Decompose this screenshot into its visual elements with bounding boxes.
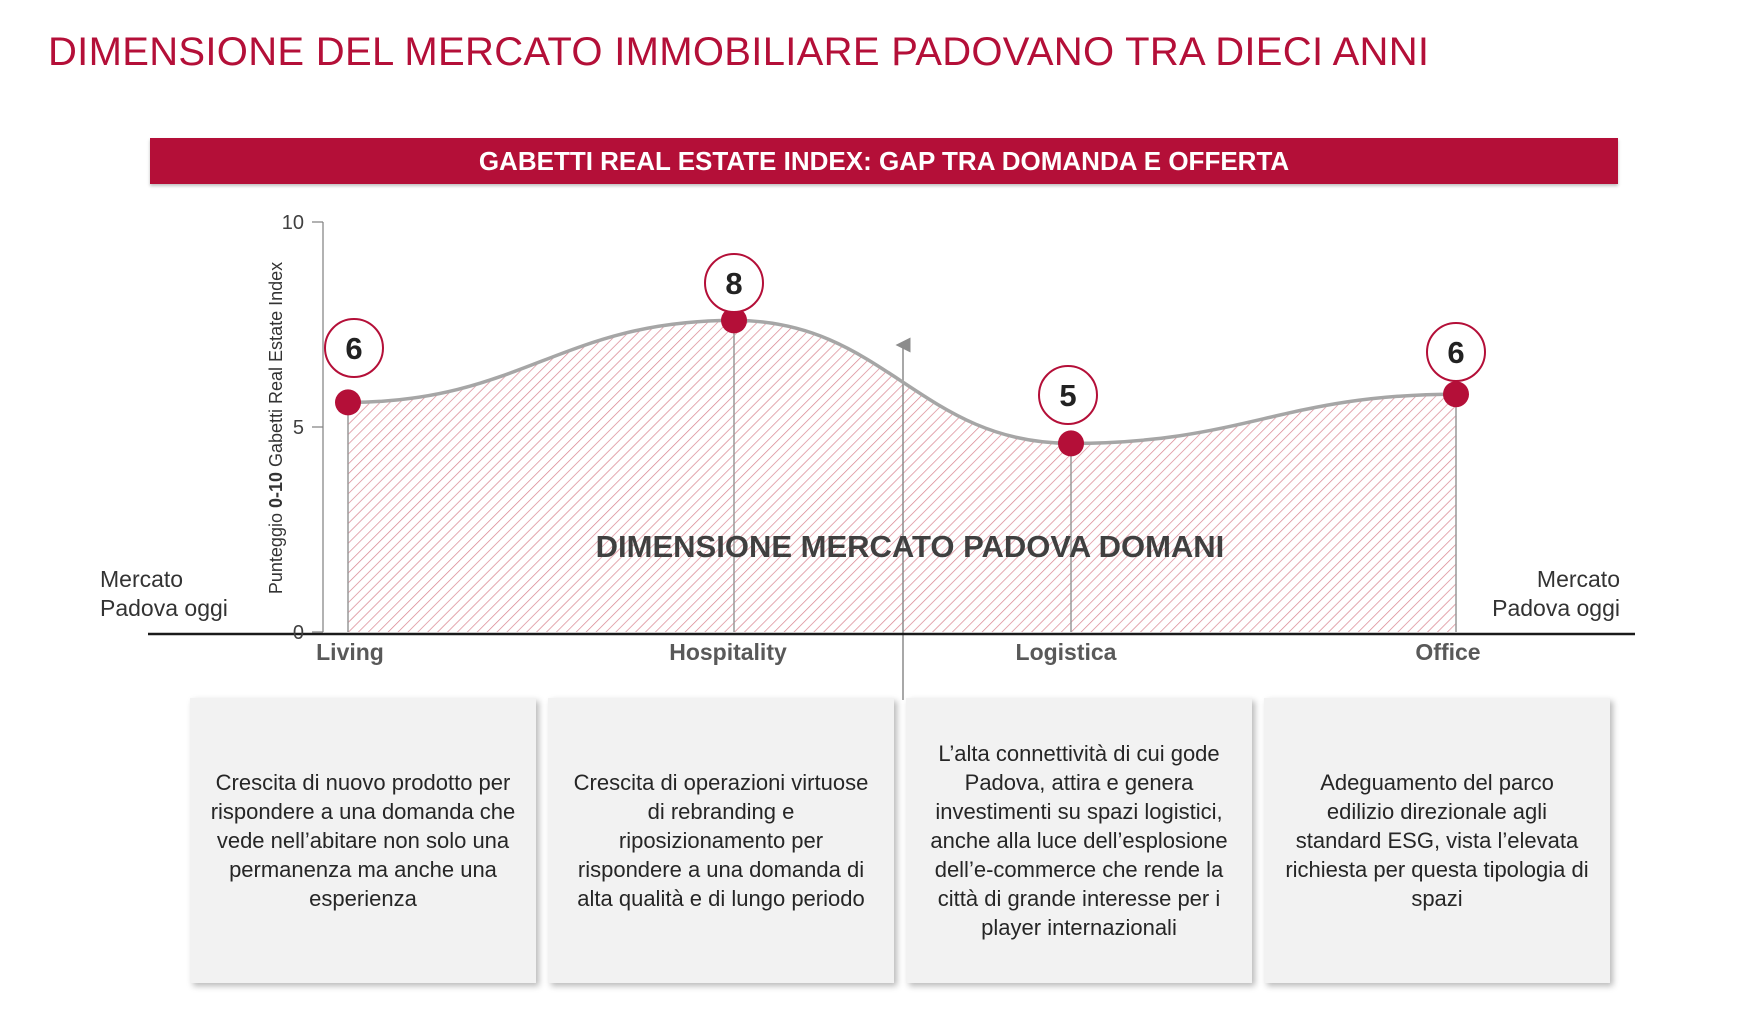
side-label-left: Mercato Padova oggi — [100, 566, 228, 621]
score-label-living: 6 — [345, 331, 363, 366]
score-label-hospitality: 8 — [725, 266, 743, 301]
score-label-logistica: 5 — [1059, 378, 1077, 413]
category-label-office: Office — [1415, 639, 1481, 665]
description-text: L’alta connettività di cui gode Padova, attira e genera investimenti su spazi logistici, anche alla luce dell’esplosione dell’e-commerce che rende la città di grande interesse per i player internazionali — [930, 741, 1228, 940]
market-area — [348, 320, 1456, 632]
data-point-logistica — [1058, 430, 1084, 456]
description-text: Adeguamento del parco edilizio direzionale agli standard ESG, vista l’elevata richiesta per questa tipologia di spazi — [1285, 770, 1589, 911]
y-axis-label-prefix: Punteggio — [266, 508, 286, 595]
description-text: Crescita di nuovo prodotto per rispondere a una domanda che vede nell’abitare non solo una permanenza ma anche una esperienza — [210, 770, 516, 911]
y-tick-label: 10 — [281, 212, 304, 234]
category-label-living: Living — [316, 639, 384, 665]
y-axis-label-range: 0-10 — [266, 472, 286, 509]
description-card-office — [1264, 698, 1610, 983]
score-label-office: 6 — [1447, 335, 1465, 370]
description-card-logistica — [906, 698, 1252, 983]
chart-title: GABETTI REAL ESTATE INDEX: GAP TRA DOMANDA E OFFERTA — [478, 145, 1290, 176]
category-label-logistica: Logistica — [1015, 639, 1117, 665]
y-tick-label: 0 — [292, 622, 304, 644]
data-point-office — [1443, 381, 1469, 407]
description-card-living — [190, 698, 536, 983]
category-label-hospitality: Hospitality — [669, 639, 787, 665]
description-text: Crescita di operazioni virtuose di rebranding e riposizionamento per rispondere a una domanda di alta qualità e di lungo periodo — [573, 770, 869, 911]
side-label-right: Mercato Padova oggi — [1492, 566, 1620, 621]
y-tick-label: 5 — [292, 417, 304, 439]
description-card-hospitality — [548, 698, 894, 983]
y-axis-label-suffix: Gabetti Real Estate Index — [266, 261, 286, 473]
y-axis-label — [266, 262, 286, 594]
data-point-living — [335, 389, 361, 415]
page-title: DIMENSIONE DEL MERCATO IMMOBILIARE PADOVANO TRA DIECI ANNI — [48, 30, 1430, 74]
area-label: DIMENSIONE MERCATO PADOVA DOMANI — [595, 529, 1225, 564]
